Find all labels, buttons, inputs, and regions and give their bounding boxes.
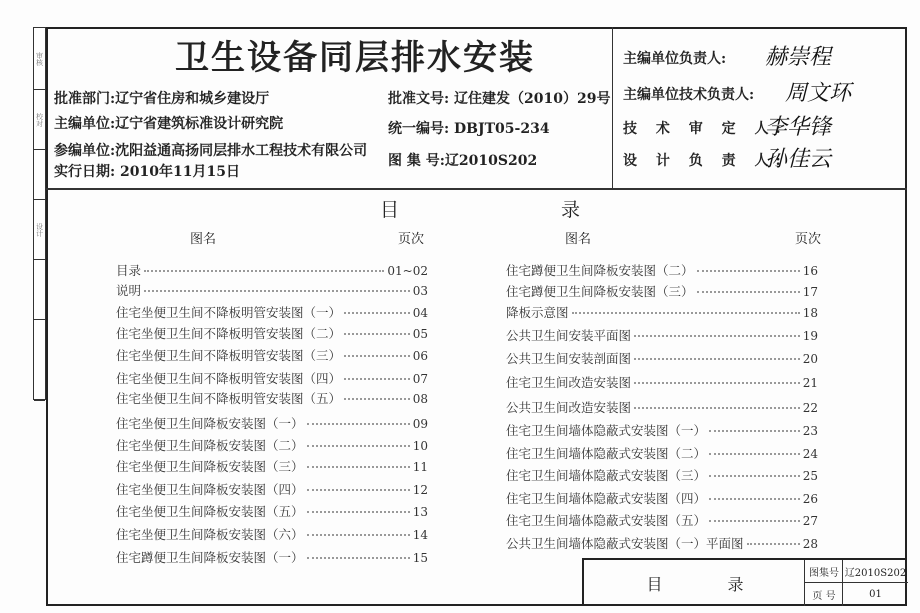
side-sign-cell: 设计 — [34, 200, 45, 260]
toc-row[interactable] — [506, 373, 818, 391]
atlas-title: 卫生设备同层排水安装 — [175, 38, 535, 78]
dot-leader — [344, 378, 410, 380]
toc-item-name: 住宅坐便卫生间不降板明管安装图（四） — [116, 371, 342, 386]
toc-item-page: 26 — [802, 492, 818, 506]
side-sign-cell — [34, 260, 45, 320]
dot-leader — [634, 407, 800, 409]
toc-row[interactable] — [506, 303, 818, 321]
page-no-value: 01 — [842, 583, 908, 606]
toc-item-page: 24 — [802, 447, 818, 461]
dot-leader — [634, 335, 800, 337]
title-block — [582, 558, 907, 606]
toc-item-page: 10 — [412, 439, 428, 453]
side-sign-strip — [33, 27, 46, 400]
responsible-label: 主编单位技术负责人: — [623, 87, 755, 103]
toc-item-name: 住宅坐便卫生间降板安装图（六） — [116, 527, 304, 542]
responsible-label: 主编单位负责人: — [623, 51, 727, 67]
side-sign-cell — [34, 320, 45, 401]
toc-row[interactable] — [116, 389, 428, 407]
toc-item-name: 住宅卫生间改造安装图 — [506, 375, 632, 390]
dot-leader — [709, 520, 800, 522]
toc-item-name: 住宅坐便卫生间不降板明管安装图（三） — [116, 348, 342, 363]
toc-item-name: 住宅卫生间墙体隐蔽式安装图（四） — [506, 491, 707, 506]
title-block-name — [584, 560, 806, 606]
effective-date: 实行日期: 2010年11月15日 — [54, 164, 240, 180]
signature: 孙佳云 — [765, 147, 832, 172]
toc-item-page: 06 — [412, 349, 428, 363]
dot-leader — [307, 489, 410, 491]
toc-row[interactable] — [116, 436, 428, 454]
signature: 赫崇程 — [765, 45, 832, 70]
approval-doc-no: 批准文号: 辽住建发（2010）29号 — [388, 91, 611, 107]
toc-item-name: 住宅坐便卫生间不降板明管安装图（二） — [116, 326, 342, 341]
dot-leader — [634, 358, 800, 360]
header-divider — [612, 27, 613, 190]
toc-item-page: 13 — [412, 505, 428, 519]
toc-item-page: 23 — [802, 424, 818, 438]
toc-row[interactable] — [116, 525, 428, 543]
toc-row[interactable] — [116, 548, 428, 566]
atlas-no: 图 集 号:辽2010S202 — [388, 153, 538, 169]
toc-row[interactable] — [506, 489, 818, 507]
dot-leader — [144, 290, 410, 292]
toc-row[interactable] — [116, 480, 428, 498]
dot-leader — [344, 398, 410, 400]
toc-item-name: 公共卫生间安装平面图 — [506, 328, 632, 343]
toc-row[interactable] — [116, 346, 428, 364]
toc-item-name: 住宅坐便卫生间不降板明管安装图（五） — [116, 391, 342, 406]
toc-row[interactable] — [506, 349, 818, 367]
toc-item-name: 住宅坐便卫生间降板安装图（二） — [116, 438, 304, 453]
toc-item-name: 目录 — [116, 263, 142, 278]
toc-item-page: 20 — [802, 352, 818, 366]
toc-item-page: 19 — [802, 329, 818, 343]
col-header-page-left: 页次 — [398, 232, 425, 247]
toc-row[interactable] — [506, 398, 818, 416]
toc-row[interactable] — [116, 281, 428, 299]
toc-item-page: 07 — [412, 372, 428, 386]
toc-item-name: 住宅卫生间墙体隐蔽式安装图（三） — [506, 468, 707, 483]
toc-row[interactable] — [116, 369, 428, 387]
toc-row[interactable] — [116, 324, 428, 342]
approval-dept: 批准部门:辽宁省住房和城乡建设厅 — [54, 91, 270, 107]
dot-leader — [307, 423, 410, 425]
toc-item-page: 28 — [802, 537, 818, 551]
responsible-label: 技 术 审 定 人: — [623, 121, 788, 137]
toc-item-name: 住宅蹲便卫生间降板安装图（三） — [506, 284, 694, 299]
dot-leader — [307, 466, 410, 468]
page-no-label: 页 号 — [804, 583, 843, 606]
atlas-no-value: 辽2010S202 — [842, 560, 908, 583]
toc-row[interactable] — [506, 534, 818, 552]
toc-item-name: 住宅卫生间墙体隐蔽式安装图（五） — [506, 513, 707, 528]
side-sign-cell — [34, 150, 45, 200]
title-block-char: 目 — [646, 574, 663, 594]
toc-item-page: 15 — [412, 551, 428, 565]
toc-title — [380, 195, 580, 222]
dot-leader — [572, 312, 800, 314]
toc-item-name: 住宅蹲便卫生间降板安装图（一） — [116, 550, 304, 565]
col-header-name-left: 图名 — [190, 232, 217, 247]
responsible-label: 设 计 负 责 人: — [623, 153, 788, 169]
toc-item-page: 03 — [412, 284, 428, 298]
toc-row[interactable] — [506, 466, 818, 484]
toc-row[interactable] — [116, 303, 428, 321]
toc-item-name: 住宅坐便卫生间降板安装图（四） — [116, 482, 304, 497]
participating-unit: 参编单位:沈阳益通高扬同层排水工程技术有限公司 — [54, 143, 368, 159]
toc-row[interactable] — [506, 511, 818, 529]
dot-leader — [709, 430, 800, 432]
atlas-no-label: 图集号 — [804, 560, 843, 583]
toc-item-page: 11 — [412, 460, 428, 474]
toc-item-page: 18 — [802, 306, 818, 320]
toc-row[interactable] — [116, 414, 428, 432]
side-sign-cell: 校对 — [34, 90, 45, 150]
toc-item-name: 住宅卫生间墙体隐蔽式安装图（二） — [506, 446, 707, 461]
dot-leader — [747, 543, 800, 545]
chief-editor-unit: 主编单位:辽宁省建筑标准设计研究院 — [54, 116, 284, 132]
toc-item-page: 17 — [802, 285, 818, 299]
toc-title-char: 目 — [380, 199, 400, 221]
toc-item-page: 16 — [802, 264, 818, 278]
dot-leader — [344, 333, 410, 335]
dot-leader — [634, 382, 800, 384]
unified-no: 统一编号: DBJT05-234 — [388, 121, 550, 137]
toc-row[interactable] — [506, 421, 818, 439]
col-header-page-right: 页次 — [795, 232, 822, 247]
toc-row[interactable] — [506, 444, 818, 462]
dot-leader — [709, 498, 800, 500]
title-block-char: 录 — [727, 574, 744, 594]
dot-leader — [307, 557, 410, 559]
dot-leader — [709, 453, 800, 455]
toc-item-page: 08 — [412, 392, 428, 406]
dot-leader — [697, 270, 800, 272]
toc-row[interactable] — [506, 326, 818, 344]
toc-item-page: 01~02 — [387, 264, 428, 278]
toc-item-name: 住宅坐便卫生间降板安装图（五） — [116, 504, 304, 519]
toc-item-name: 降板示意图 — [506, 305, 569, 320]
dot-leader — [307, 445, 410, 447]
toc-item-name: 住宅坐便卫生间不降板明管安装图（一） — [116, 305, 342, 320]
toc-item-page: 22 — [802, 401, 818, 415]
dot-leader — [344, 312, 410, 314]
dot-leader — [307, 511, 410, 513]
signature: 李华锋 — [765, 115, 832, 140]
col-header-name-right: 图名 — [565, 232, 592, 247]
toc-item-name: 住宅坐便卫生间降板安装图（三） — [116, 459, 304, 474]
side-sign-cell: 审核 — [34, 28, 45, 90]
dot-leader — [307, 534, 410, 536]
toc-row[interactable] — [116, 261, 428, 279]
toc-item-page: 25 — [802, 469, 818, 483]
toc-item-name: 住宅蹲便卫生间降板安装图（二） — [506, 263, 694, 278]
dot-leader — [344, 355, 410, 357]
toc-row[interactable] — [506, 282, 818, 300]
dot-leader — [697, 291, 800, 293]
toc-item-name: 公共卫生间改造安装图 — [506, 400, 632, 415]
toc-item-page: 05 — [412, 327, 428, 341]
toc-title-char: 录 — [560, 199, 580, 221]
toc-item-page: 21 — [802, 376, 818, 390]
toc-row[interactable] — [116, 502, 428, 520]
toc-item-page: 12 — [412, 483, 428, 497]
toc-item-page: 09 — [412, 417, 428, 431]
toc-row[interactable] — [116, 457, 428, 475]
toc-item-name: 说明 — [116, 283, 142, 298]
toc-item-name: 公共卫生间安装剖面图 — [506, 351, 632, 366]
toc-row[interactable] — [506, 261, 818, 279]
dot-leader — [144, 270, 384, 272]
signature: 周文环 — [785, 81, 852, 106]
toc-item-page: 04 — [412, 306, 428, 320]
toc-item-page: 14 — [412, 528, 428, 542]
toc-item-name: 住宅坐便卫生间降板安装图（一） — [116, 416, 304, 431]
toc-item-name: 公共卫生间墙体隐蔽式安装图（一）平面图 — [506, 536, 744, 551]
toc-item-page: 27 — [802, 514, 818, 528]
toc-item-name: 住宅卫生间墙体隐蔽式安装图（一） — [506, 423, 707, 438]
dot-leader — [709, 475, 800, 477]
